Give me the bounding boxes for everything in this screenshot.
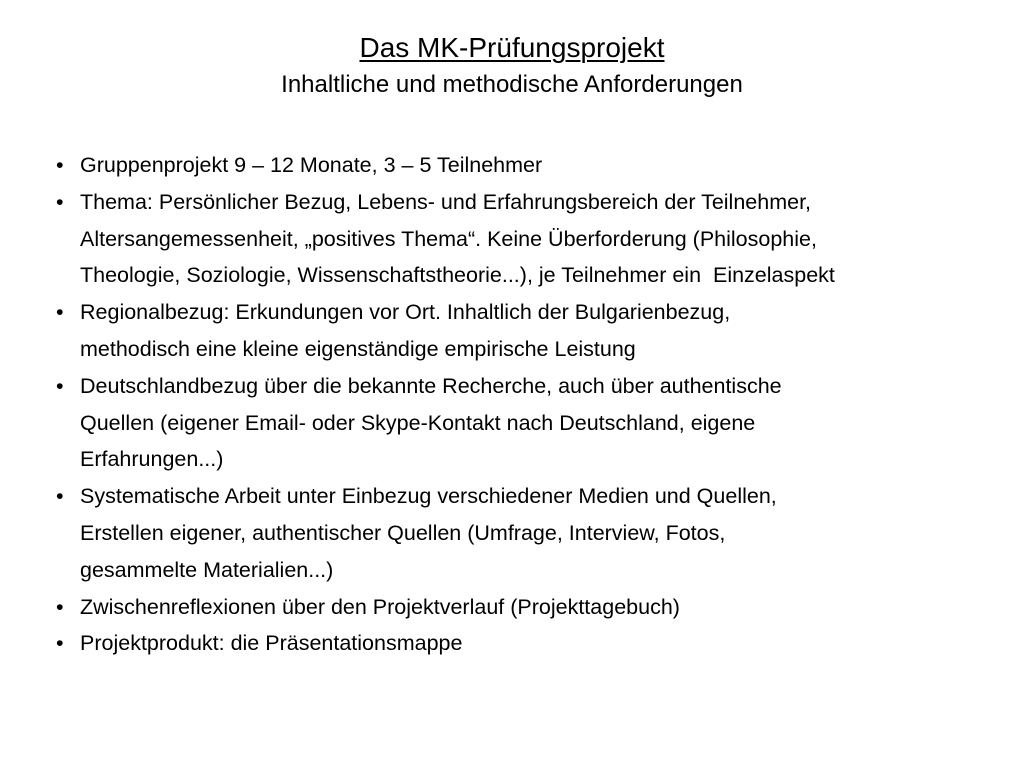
bullet-item <box>56 184 996 294</box>
bullet-point-icon: • <box>56 631 64 656</box>
bullet-text-line: Systematische Arbeit unter Einbezug verschiedener Medien und Quellen, <box>80 484 777 509</box>
slide-title: Das MK-Prüfungsprojekt <box>359 32 665 63</box>
bullet-item <box>56 625 996 662</box>
bullet-text-line: methodisch eine kleine eigenständige empirische Leistung <box>80 336 636 361</box>
bullet-text-line: Erstellen eigener, authentischer Quellen (Umfrage, Interview, Fotos, <box>80 520 726 545</box>
bullet-item <box>56 589 996 626</box>
bullet-point-icon: • <box>56 594 64 619</box>
bullet-text-line: Erfahrungen...) <box>80 447 224 472</box>
bullet-point-icon: • <box>56 484 64 509</box>
bullet-item <box>56 368 996 478</box>
bullet-text-line: Regionalbezug: Erkundungen vor Ort. Inhaltlich der Bulgarienbezug, <box>80 300 731 325</box>
bullet-item <box>56 478 996 588</box>
bullet-text-line: Thema: Persönlicher Bezug, Lebens- und Erfahrungsbereich der Teilnehmer, <box>80 189 812 214</box>
bullet-item <box>56 147 996 184</box>
bullet-text-line: Quellen (eigener Email- oder Skype-Kontakt nach Deutschland, eigene <box>80 410 756 435</box>
bullet-text-line: Projektprodukt: die Präsentationsmappe <box>80 631 463 656</box>
bullet-item <box>56 294 996 368</box>
bullet-point-icon: • <box>56 189 64 214</box>
bullet-text-line: Zwischenreflexionen über den Projektverlauf (Projekttagebuch) <box>80 594 680 619</box>
bullet-text-line: Altersangemessenheit, „positives Thema“. Keine Überforderung (Philosophie, <box>80 226 817 251</box>
bullet-point-icon: • <box>56 300 64 325</box>
bullet-text-line: gesammelte Materialien...) <box>80 557 334 582</box>
slide-subtitle: Inhaltliche und methodische Anforderungen <box>281 71 743 98</box>
bullet-text-line: Gruppenprojekt 9 – 12 Monate, 3 – 5 Teilnehmer <box>80 153 543 177</box>
bullet-text-line: Theologie, Soziologie, Wissenschaftstheorie...), je Teilnehmer ein Einzelaspekt <box>80 263 835 288</box>
bullet-text-line: Deutschlandbezug über die bekannte Recherche, auch über authentische <box>80 373 782 398</box>
bullet-point-icon: • <box>56 153 64 177</box>
bullet-list <box>56 147 996 662</box>
bullet-point-icon: • <box>56 373 64 398</box>
